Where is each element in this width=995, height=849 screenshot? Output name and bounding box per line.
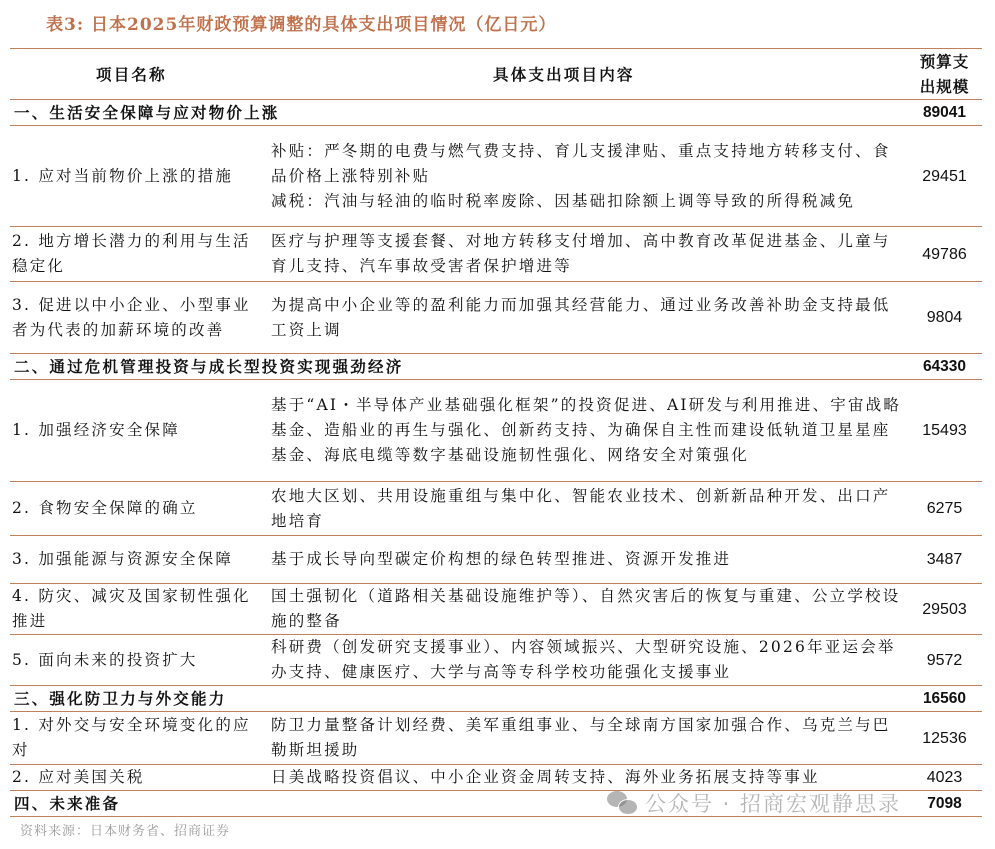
item-value: 29451 [907,126,982,227]
section-label: 三、强化防卫力与外交能力 [10,686,907,712]
item-value: 6275 [907,482,982,536]
item-content-tax-cut: 减税：汽油与轻油的临时税率废除、因基础扣除额上调等导致的所得税减免 [271,191,856,210]
table-row [10,482,982,536]
table-row [10,380,982,482]
watermark-text: 公众号 · 招商宏观静思录 [645,792,902,816]
table-title: 表3: 日本2025年财政预算调整的具体支出项目情况（亿日元） [46,15,557,35]
table-row [10,282,982,354]
table-row [10,765,982,791]
item-value: 49786 [907,227,982,282]
item-name: 2. 应对美国关税 [10,765,267,791]
item-name: 1. 对外交与安全环境变化的应对 [10,712,267,765]
item-value: 3487 [907,536,982,584]
item-name: 5. 面向未来的投资扩大 [10,635,267,686]
item-value: 9804 [907,282,982,354]
section-row [10,100,982,126]
column-header-name: 项目名称 [10,49,267,100]
item-content: 为提高中小企业等的盈利能力而加强其经营能力、通过业务改善补助金支持最低工资上调 [267,282,907,354]
item-content: 医疗与护理等支援套餐、对地方转移支付增加、高中教育改革促进基金、儿童与育儿支持、汽车事故受害者保护增进等 [267,227,907,282]
item-value: 9572 [907,635,982,686]
item-name: 1. 应对当前物价上涨的措施 [10,126,267,227]
item-value: 29503 [907,584,982,635]
item-value: 15493 [907,380,982,482]
header-row [10,49,982,100]
table-row [10,227,982,282]
wechat-icon [607,791,637,815]
item-content: 科研费（创发研究支援事业）、内容领域振兴、大型研究设施、2026年亚运会举办支持、健康医疗、大学与高等专科学校功能强化支援事业 [267,635,907,686]
section-label: 一、生活安全保障与应对物价上涨 [10,100,907,126]
item-name: 3. 加强能源与资源安全保障 [10,536,267,584]
item-name: 1. 加强经济安全保障 [10,380,267,482]
item-name: 2. 食物安全保障的确立 [10,482,267,536]
table-row [10,584,982,635]
budget-table [10,48,982,817]
section-row [10,354,982,380]
table-row [10,536,982,584]
item-content: 基于“AI・半导体产业基础强化框架”的投资促进、AI研发与利用推进、宇宙战略基金、造船业的再生与强化、创新药支持、为确保自主性而建设低轨道卫星星座基金、海底电缆等数字基础设施韧性强化、网络安全对策强化 [267,380,907,482]
table-row [10,126,982,227]
watermark [607,788,901,818]
section-label: 二、通过危机管理投资与成长型投资实现强劲经济 [10,354,907,380]
item-content: 国土强韧化（道路相关基础设施维护等）、自然灾害后的恢复与重建、公立学校设施的整备 [267,584,907,635]
section-total: 16560 [907,686,982,712]
source-note: 资料来源：日本财务省、招商证券 [20,824,231,839]
item-name: 4. 防灾、减灾及国家韧性强化推进 [10,584,267,635]
column-header-budget [907,49,982,100]
column-header-budget-line1: 预算支 [919,52,970,71]
section-row [10,686,982,712]
section-label: 四、未来准备 [10,791,907,817]
item-name: 2. 地方增长潜力的利用与生活稳定化 [10,227,267,282]
column-header-budget-line2: 出规模 [919,77,970,96]
section-total: 89041 [907,100,982,126]
item-content [267,126,907,227]
item-content-subsidy: 补贴：严冬期的电费与燃气费支持、育儿支援津贴、重点支持地方转移支付、食品价格上涨特别补贴 [271,141,891,185]
item-content: 防卫力量整备计划经费、美军重组事业、与全球南方国家加强合作、乌克兰与巴勒斯坦援助 [267,712,907,765]
column-header-content: 具体支出项目内容 [267,49,907,100]
section-total: 64330 [907,354,982,380]
table-row [10,712,982,765]
item-value: 4023 [907,765,982,791]
section-total: 7098 [907,791,982,817]
item-content: 基于成长导向型碳定价构想的绿色转型推进、资源开发推进 [267,536,907,584]
table-row [10,635,982,686]
item-content: 农地大区划、共用设施重组与集中化、智能农业技术、创新新品种开发、出口产地培育 [267,482,907,536]
item-name: 3. 促进以中小企业、小型事业者为代表的加薪环境的改善 [10,282,267,354]
item-value: 12536 [907,712,982,765]
item-content: 日美战略投资倡议、中小企业资金周转支持、海外业务拓展支持等事业 [267,765,907,791]
